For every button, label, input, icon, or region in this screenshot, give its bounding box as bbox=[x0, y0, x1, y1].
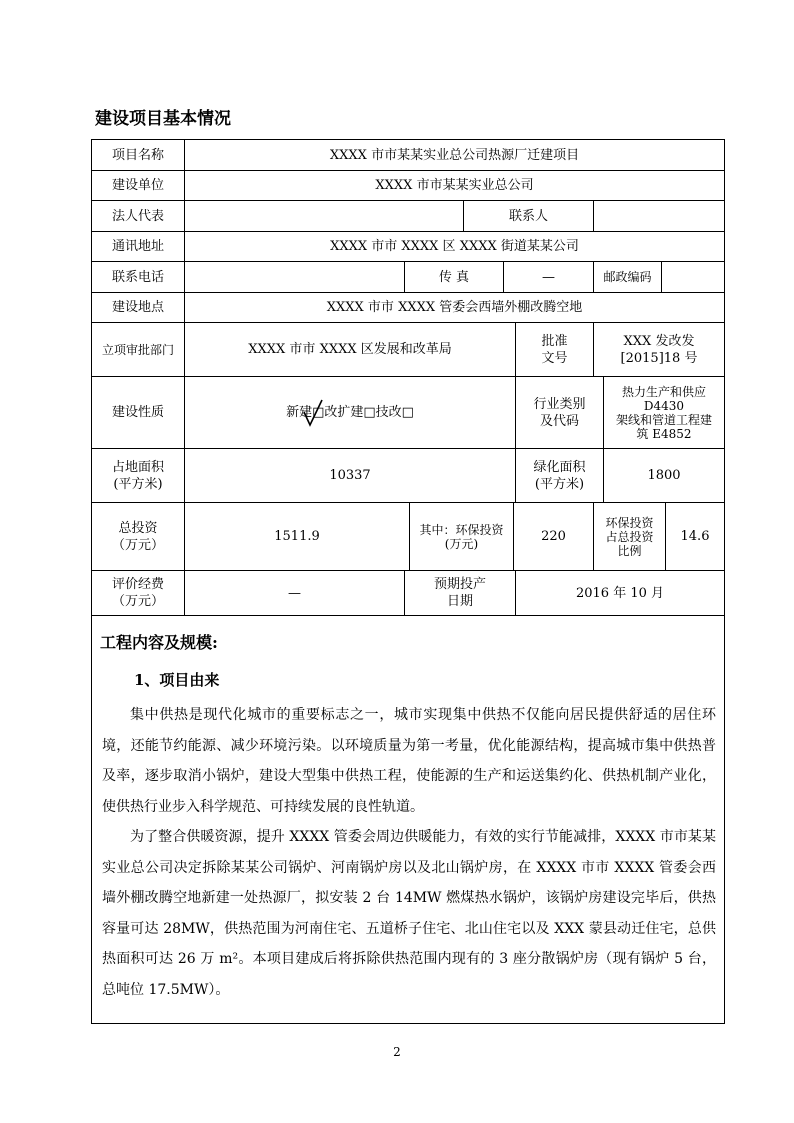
industry-value: 热力生产和供应 D4430 架线和管道工程建 筑 E4852 bbox=[615, 384, 712, 441]
section-title: 建设项目基本情况 bbox=[95, 109, 231, 129]
checkmark-icon bbox=[302, 398, 324, 428]
paragraph-1: 集中供热是现代化城市的重要标志之一，城市实现集中供热不仅能向居民提供舒适的居住环境，还能节约能源、减少环境污染。以环境质量为第一考量，优化能源结构，提高城市集中供热普及率，逐步取消小锅炉，建设大型集中供热工程，使能源的生产和运送集约化、供热机制产业化，使供热行业步入科学规范、可持续发展的良性轨道。 bbox=[102, 707, 716, 815]
project-name-value: XXXX 市市某某实业总公司热源厂迁建项目 bbox=[329, 147, 580, 163]
ratio-value: 14.6 bbox=[680, 529, 710, 544]
site-label: 建设地点 bbox=[111, 300, 164, 315]
area-value: 10337 bbox=[329, 468, 371, 483]
nature-value: 新建□改扩建□技改□ bbox=[286, 405, 414, 420]
green-value: 1800 bbox=[647, 468, 681, 483]
area-label: 占地面积 (平方米) bbox=[111, 459, 164, 492]
date-value: 2016 年 10 月 bbox=[575, 585, 665, 601]
env-invest-label: 其中：环保投资 (万元) bbox=[419, 522, 504, 551]
address-value: XXXX 市市 XXXX 区 XXXX 街道某某公司 bbox=[330, 239, 579, 254]
site-value: XXXX 市市 XXXX 管委会西墙外棚改腾空地 bbox=[326, 300, 583, 315]
address-label: 通讯地址 bbox=[111, 239, 164, 254]
phone-value bbox=[185, 262, 404, 292]
fax-value: — bbox=[542, 269, 555, 285]
content-subheading: 1、项目由来 bbox=[134, 671, 220, 689]
unit-value: XXXX 市市某某实业总公司 bbox=[375, 178, 534, 193]
content-heading: 工程内容及规模: bbox=[100, 633, 218, 652]
phone-label: 联系电话 bbox=[111, 269, 164, 285]
invest-label: 总投资 （万元） bbox=[111, 520, 164, 553]
fee-label: 评价经费 （万元） bbox=[111, 577, 164, 609]
industry-label: 行业类别 及代码 bbox=[533, 396, 586, 429]
paragraph-2: 为了整合供暖资源，提升 XXXX 管委会周边供暖能力，有效的实行节能减排，XXXX 市市某某实业总公司决定拆除某某公司锅炉、河南锅炉房以及北山锅炉房，在 XXXX 市市 XXXX 管委会西墙外棚改腾空地新建一处热源厂，拟安装 2 台 14MW 燃煤热水锅炉，该锅炉房建设完毕后，供热容量可达 28MW，供热范围为河南住宅、五道桥子住宅、北山住宅以及 XXX 蒙县动迁住宅，总供热面积可达 26 万 m²。本项目建成后将拆除供热范围内现有的 3 座分散锅炉房（现有锅炉 5 台，总吨位 17.5MW）。 bbox=[102, 829, 716, 998]
approval-no-value: XXX 发改发 [2015]18 号 bbox=[620, 333, 698, 366]
ratio-label: 环保投资 占总投资 比例 bbox=[605, 515, 654, 558]
approval-dept-value: XXXX 市市 XXXX 区发展和改革局 bbox=[248, 342, 452, 357]
project-info-table bbox=[91, 139, 725, 616]
contact-value bbox=[594, 201, 724, 231]
fax-label: 传 真 bbox=[438, 269, 470, 285]
legal-value bbox=[185, 201, 463, 231]
page-number: 2 bbox=[393, 1045, 401, 1059]
env-invest-value: 220 bbox=[541, 529, 566, 544]
approval-no-label: 批准 文号 bbox=[541, 333, 568, 366]
invest-value: 1511.9 bbox=[274, 529, 320, 544]
contact-label: 联系人 bbox=[508, 208, 548, 224]
project-name-label: 项目名称 bbox=[111, 147, 164, 163]
approval-dept-label: 立项审批部门 bbox=[101, 342, 174, 357]
nature-label: 建设性质 bbox=[111, 405, 164, 420]
green-label: 绿化面积 (平方米) bbox=[533, 459, 586, 492]
legal-label: 法人代表 bbox=[111, 208, 164, 224]
fee-value: — bbox=[288, 585, 301, 601]
date-label: 预期投产 日期 bbox=[433, 577, 486, 609]
postcode-value bbox=[662, 262, 724, 292]
postcode-label: 邮政编码 bbox=[603, 270, 652, 284]
unit-label: 建设单位 bbox=[111, 178, 164, 193]
